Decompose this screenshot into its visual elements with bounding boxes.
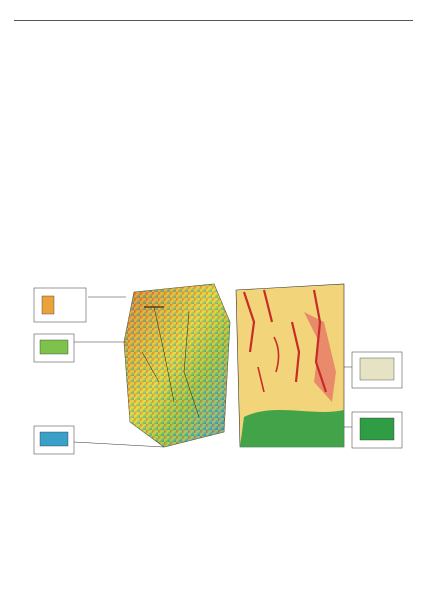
running-header xyxy=(14,6,413,21)
map-c xyxy=(34,284,230,454)
map-d xyxy=(236,284,402,448)
figure-2 xyxy=(14,22,413,474)
